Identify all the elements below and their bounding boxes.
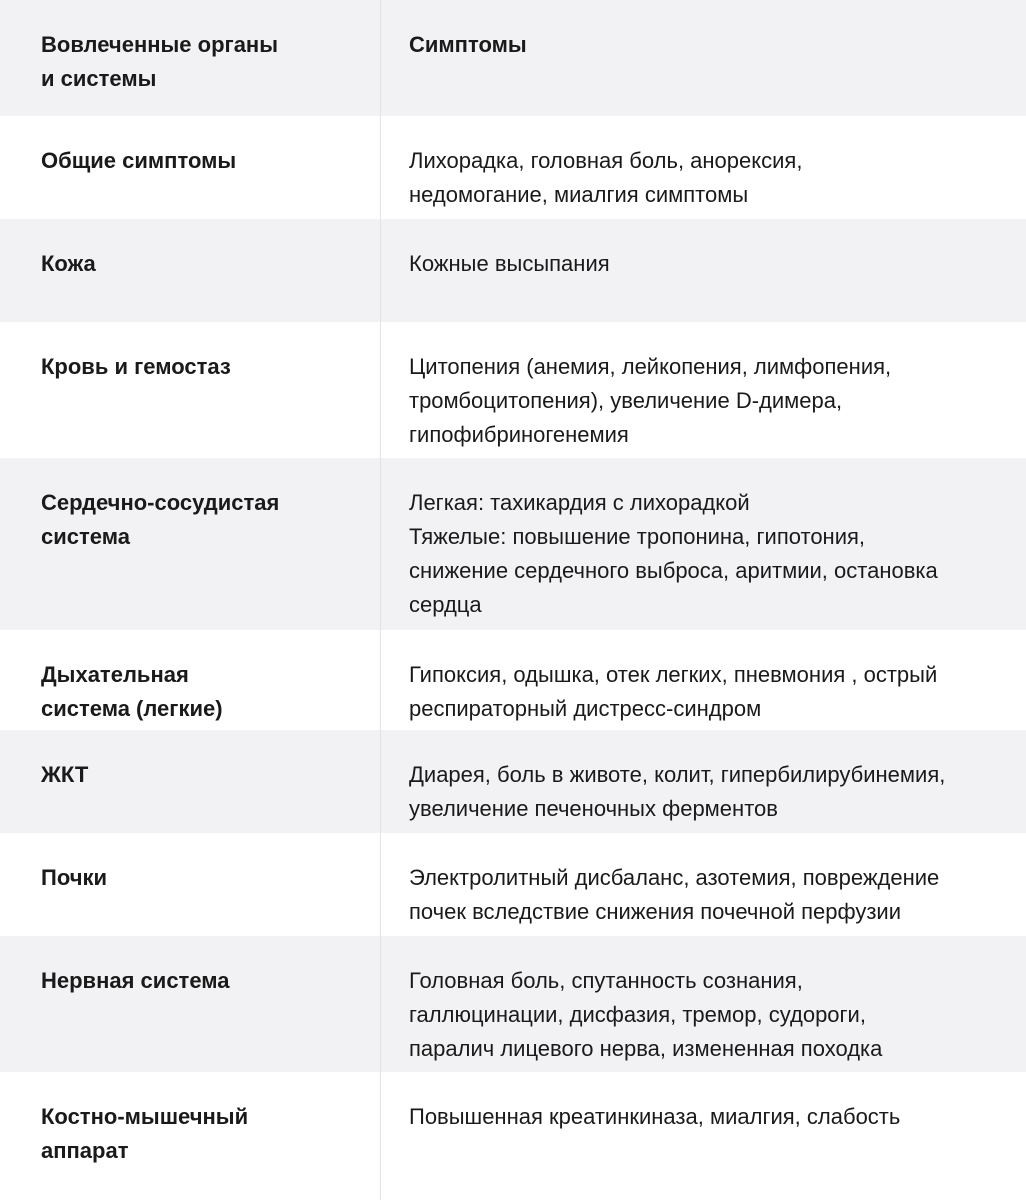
symptoms-text: респираторный дистресс-синдром	[409, 696, 762, 721]
symptoms-text: увеличение печеночных ферментов	[409, 796, 778, 821]
symptoms-text: гипофибриногенемия	[409, 422, 629, 447]
symptoms-text: паралич лицевого нерва, измененная походка	[409, 1036, 883, 1061]
table-row	[0, 630, 1026, 730]
symptoms-text: Цитопения (анемия, лейкопения, лимфопения,	[409, 354, 892, 379]
header-organs-line: Вовлеченные органы	[41, 32, 279, 57]
symptoms-cell	[381, 322, 1026, 458]
symptoms-text: Лихорадка, головная боль, анорексия,	[409, 148, 803, 173]
organ-cell	[0, 219, 381, 322]
organ-cell	[0, 936, 381, 1072]
organ-text: система	[41, 524, 130, 549]
symptoms-cell	[381, 730, 1026, 833]
symptoms-cell	[381, 936, 1026, 1072]
organ-text: Кровь и гемостаз	[41, 354, 231, 379]
header-symptoms-line: Симптомы	[409, 32, 527, 57]
symptoms-cell	[381, 116, 1026, 219]
symptoms-cell	[381, 1072, 1026, 1200]
symptoms-text: Легкая: тахикардия с лихорадкой	[409, 490, 750, 515]
symptoms-text: Головная боль, спутанность сознания,	[409, 968, 803, 993]
table-row	[0, 458, 1026, 630]
table-header	[0, 0, 1026, 116]
symptoms-text: снижение сердечного выброса, аритмии, остановка	[409, 558, 938, 583]
organ-text: Кожа	[41, 251, 96, 276]
symptoms-text: Электролитный дисбаланс, азотемия, повреждение	[409, 865, 940, 890]
symptoms-text: недомогание, миалгия симптомы	[409, 182, 749, 207]
symptoms-text: Гипоксия, одышка, отек легких, пневмония , острый	[409, 662, 938, 687]
organ-text: Общие симптомы	[41, 148, 237, 173]
symptoms-text: тромбоцитопения), увеличение D-димера,	[409, 388, 843, 413]
symptoms-text: Диарея, боль в животе, колит, гипербилирубинемия,	[409, 762, 946, 787]
header-organs-line: и системы	[41, 66, 157, 91]
symptoms-cell	[381, 833, 1026, 936]
table-row	[0, 730, 1026, 833]
organ-text: аппарат	[41, 1138, 129, 1163]
organ-cell	[0, 730, 381, 833]
organ-text: Почки	[41, 865, 108, 890]
organ-cell	[0, 630, 381, 730]
organ-text: Дыхательная	[41, 662, 189, 687]
symptoms-text: галлюцинации, дисфазия, тремор, судороги,	[409, 1002, 866, 1027]
header-symptoms	[381, 0, 1026, 116]
organ-text: Костно-мышечный	[41, 1104, 249, 1129]
symptoms-cell	[381, 630, 1026, 730]
organ-cell	[0, 458, 381, 630]
symptoms-text: сердца	[409, 592, 482, 617]
symptoms-cell	[381, 458, 1026, 630]
symptoms-text: почек вследствие снижения почечной перфузии	[409, 899, 902, 924]
organ-cell	[0, 116, 381, 219]
symptoms-text: Кожные высыпания	[409, 251, 610, 276]
symptoms-cell	[381, 219, 1026, 322]
table-row	[0, 936, 1026, 1072]
table-row	[0, 219, 1026, 322]
organ-text: Сердечно-сосудистая	[41, 490, 280, 515]
organ-cell	[0, 1072, 381, 1200]
organ-cell	[0, 833, 381, 936]
organ-cell	[0, 322, 381, 458]
symptoms-text: Тяжелые: повышение тропонина, гипотония,	[409, 524, 866, 549]
symptoms-text: Повышенная креатинкиназа, миалгия, слабость	[409, 1104, 901, 1129]
table-row	[0, 116, 1026, 219]
table-row	[0, 1072, 1026, 1200]
organ-text: система (легкие)	[41, 696, 223, 721]
organ-text: ЖКТ	[41, 762, 89, 787]
table-row	[0, 833, 1026, 936]
organ-text: Нервная система	[41, 968, 230, 993]
table-row	[0, 322, 1026, 458]
header-organs	[0, 0, 381, 116]
